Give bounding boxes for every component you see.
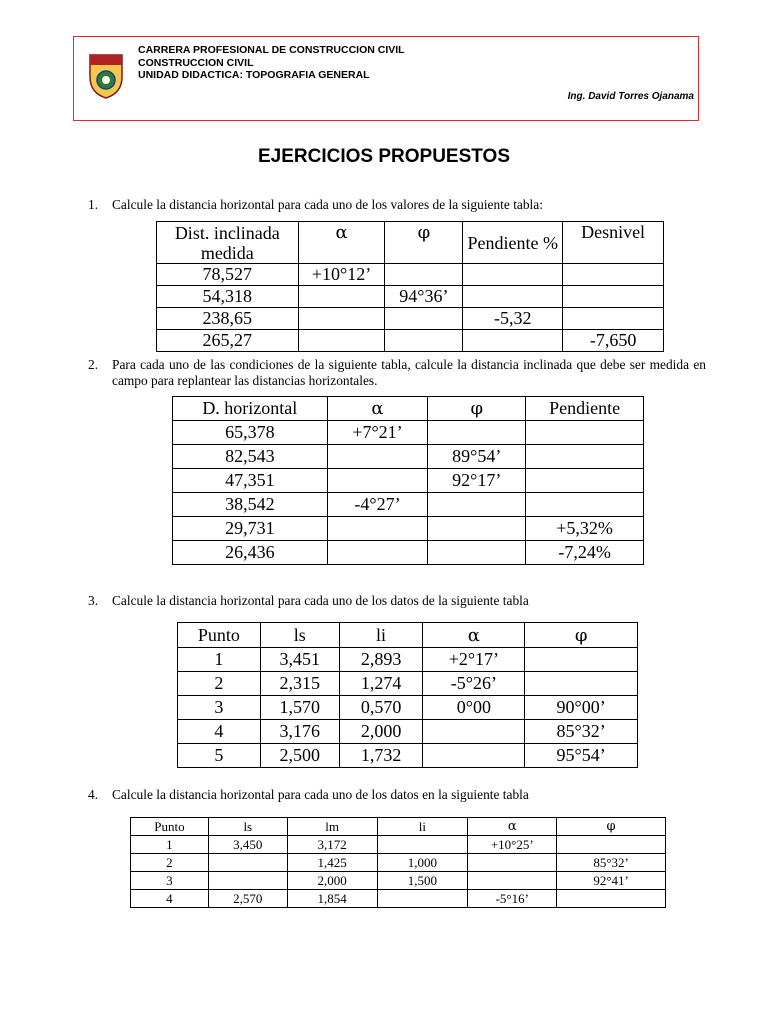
table-cell xyxy=(526,469,644,493)
exercise-2-table xyxy=(172,396,644,565)
table-cell: 4 xyxy=(178,720,261,744)
table-cell: 65,378 xyxy=(173,421,328,445)
table-header: φ xyxy=(385,222,463,264)
table-row xyxy=(178,720,638,744)
table-row xyxy=(178,744,638,768)
table-cell xyxy=(377,836,468,854)
table-row xyxy=(178,696,638,720)
exercise-number: 2. xyxy=(88,357,99,372)
table-header: lm xyxy=(287,818,377,836)
table-header: α xyxy=(423,623,525,648)
exercise-4-table xyxy=(130,817,666,908)
table-cell: 3 xyxy=(131,872,209,890)
table-cell xyxy=(468,854,557,872)
table-cell: 3,172 xyxy=(287,836,377,854)
table-cell: -7,24% xyxy=(526,541,644,565)
table-cell xyxy=(298,330,385,352)
table-cell: 95°54’ xyxy=(525,744,638,768)
table-cell xyxy=(463,330,563,352)
table-cell: 0,570 xyxy=(339,696,423,720)
table-cell xyxy=(525,648,638,672)
exercise-text: Calcule la distancia horizontal para cada uno de los valores de la siguiente tabla: xyxy=(112,197,543,212)
table-cell xyxy=(463,286,563,308)
table-row xyxy=(157,330,664,352)
table-row xyxy=(173,541,644,565)
table-cell: 3,176 xyxy=(260,720,339,744)
table-cell: 26,436 xyxy=(173,541,328,565)
table-row xyxy=(173,445,644,469)
table-cell xyxy=(385,330,463,352)
table-cell: 38,542 xyxy=(173,493,328,517)
table-cell: 54,318 xyxy=(157,286,299,308)
exercise-3-table xyxy=(177,622,638,768)
table-cell: 1,500 xyxy=(377,872,468,890)
exercise-text: Calcule la distancia horizontal para cada uno de los datos de la siguiente tabla xyxy=(112,593,529,608)
table-cell: 78,527 xyxy=(157,264,299,286)
table-cell: 265,27 xyxy=(157,330,299,352)
table-cell: 1,274 xyxy=(339,672,423,696)
table-header: φ xyxy=(525,623,638,648)
table-cell xyxy=(463,264,563,286)
table-cell xyxy=(428,517,526,541)
table-cell: 2,000 xyxy=(339,720,423,744)
table-cell xyxy=(525,672,638,696)
table-row xyxy=(173,421,644,445)
table-cell: 94°36’ xyxy=(385,286,463,308)
table-cell: 1 xyxy=(131,836,209,854)
table-header: ls xyxy=(260,623,339,648)
table-header: Punto xyxy=(131,818,209,836)
table-cell: 29,731 xyxy=(173,517,328,541)
table-cell xyxy=(557,836,666,854)
table-cell: 92°41’ xyxy=(557,872,666,890)
table-cell xyxy=(563,264,664,286)
table-cell: 2 xyxy=(178,672,261,696)
exercise-1-table xyxy=(156,221,664,352)
table-cell: +5,32% xyxy=(526,517,644,541)
table-cell: -7,650 xyxy=(563,330,664,352)
table-row xyxy=(178,648,638,672)
table-cell: 238,65 xyxy=(157,308,299,330)
table-cell xyxy=(563,308,664,330)
exercise-text: Calcule la distancia horizontal para cada uno de los datos en la siguiente tabla xyxy=(112,787,529,802)
table-cell xyxy=(423,720,525,744)
table-cell: +2°17’ xyxy=(423,648,525,672)
table-cell xyxy=(327,541,428,565)
table-row xyxy=(131,890,666,908)
table-header: α xyxy=(327,397,428,421)
exercise-number: 4. xyxy=(88,787,99,802)
table-cell: +7°21’ xyxy=(327,421,428,445)
table-cell xyxy=(526,421,644,445)
table-header: D. horizontal xyxy=(173,397,328,421)
table-header: li xyxy=(377,818,468,836)
table-cell xyxy=(298,286,385,308)
table-cell: -5°26’ xyxy=(423,672,525,696)
table-cell: 89°54’ xyxy=(428,445,526,469)
table-row xyxy=(157,264,664,286)
table-cell xyxy=(385,308,463,330)
table-header: φ xyxy=(428,397,526,421)
table-cell: 2 xyxy=(131,854,209,872)
header-line-career: CARRERA PROFESIONAL DE CONSTRUCCION CIVIL xyxy=(138,44,405,56)
header-line-unit: UNIDAD DIDACTICA: TOPOGRAFIA GENERAL xyxy=(138,69,370,81)
table-cell: 1,425 xyxy=(287,854,377,872)
table-cell xyxy=(428,493,526,517)
table-cell: 5 xyxy=(178,744,261,768)
table-row xyxy=(131,836,666,854)
table-row xyxy=(173,469,644,493)
table-cell: -4°27’ xyxy=(327,493,428,517)
table-cell xyxy=(428,421,526,445)
table-cell xyxy=(327,445,428,469)
exercise-number: 3. xyxy=(88,593,99,608)
table-cell: 2,893 xyxy=(339,648,423,672)
table-row xyxy=(173,493,644,517)
table-cell: 1,570 xyxy=(260,696,339,720)
table-cell: 0°00 xyxy=(423,696,525,720)
table-header: Pendiente % xyxy=(463,222,563,264)
table-header: ls xyxy=(208,818,287,836)
table-cell xyxy=(423,744,525,768)
table-cell xyxy=(526,445,644,469)
table-cell: 2,570 xyxy=(208,890,287,908)
table-cell: 4 xyxy=(131,890,209,908)
table-header: Desnivel xyxy=(563,222,664,264)
table-row xyxy=(131,854,666,872)
table-cell: 1 xyxy=(178,648,261,672)
table-header: Pendiente xyxy=(526,397,644,421)
table-cell xyxy=(377,890,468,908)
page-title: EJERCICIOS PROPUESTOS xyxy=(258,146,510,167)
table-cell: +10°12’ xyxy=(298,264,385,286)
table-cell: 2,315 xyxy=(260,672,339,696)
table-cell: 3 xyxy=(178,696,261,720)
table-cell: 1,854 xyxy=(287,890,377,908)
table-cell xyxy=(298,308,385,330)
table-cell: -5°16’ xyxy=(468,890,557,908)
table-cell: +10°25’ xyxy=(468,836,557,854)
table-cell: 90°00’ xyxy=(525,696,638,720)
table-cell: 47,351 xyxy=(173,469,328,493)
exercise-text: Para cada uno de las condiciones de la siguiente tabla, calcule la distancia inclinada que debe ser medida en campo para replantear las distancias horizontales. xyxy=(112,357,706,388)
table-cell: 82,543 xyxy=(173,445,328,469)
table-cell: 3,450 xyxy=(208,836,287,854)
table-cell: 3,451 xyxy=(260,648,339,672)
table-cell xyxy=(208,854,287,872)
table-cell: 2,000 xyxy=(287,872,377,890)
table-header: Punto xyxy=(178,623,261,648)
table-header: φ xyxy=(557,818,666,836)
table-header: Dist. inclinada medida xyxy=(157,222,299,264)
table-header: α xyxy=(468,818,557,836)
document-header xyxy=(73,36,699,121)
header-lines xyxy=(138,44,405,82)
table-cell xyxy=(385,264,463,286)
table-cell xyxy=(208,872,287,890)
table-cell: 85°32’ xyxy=(525,720,638,744)
institution-logo xyxy=(88,51,124,99)
exercise-number: 1. xyxy=(88,197,99,212)
table-cell: -5,32 xyxy=(463,308,563,330)
header-line-program: CONSTRUCCION CIVIL xyxy=(138,56,254,69)
table-header: α xyxy=(298,222,385,264)
table-row xyxy=(157,286,664,308)
table-cell: 85°32’ xyxy=(557,854,666,872)
table-cell: 2,500 xyxy=(260,744,339,768)
table-header: li xyxy=(339,623,423,648)
table-cell xyxy=(327,517,428,541)
table-row xyxy=(178,672,638,696)
table-cell xyxy=(428,541,526,565)
table-cell xyxy=(557,890,666,908)
table-cell: 1,732 xyxy=(339,744,423,768)
table-cell: 92°17’ xyxy=(428,469,526,493)
table-cell xyxy=(563,286,664,308)
table-row xyxy=(157,308,664,330)
table-cell xyxy=(327,469,428,493)
table-row xyxy=(173,517,644,541)
table-cell xyxy=(468,872,557,890)
table-cell xyxy=(526,493,644,517)
table-row xyxy=(131,872,666,890)
table-cell: 1,000 xyxy=(377,854,468,872)
header-author: Ing. David Torres Ojanama xyxy=(567,91,694,102)
